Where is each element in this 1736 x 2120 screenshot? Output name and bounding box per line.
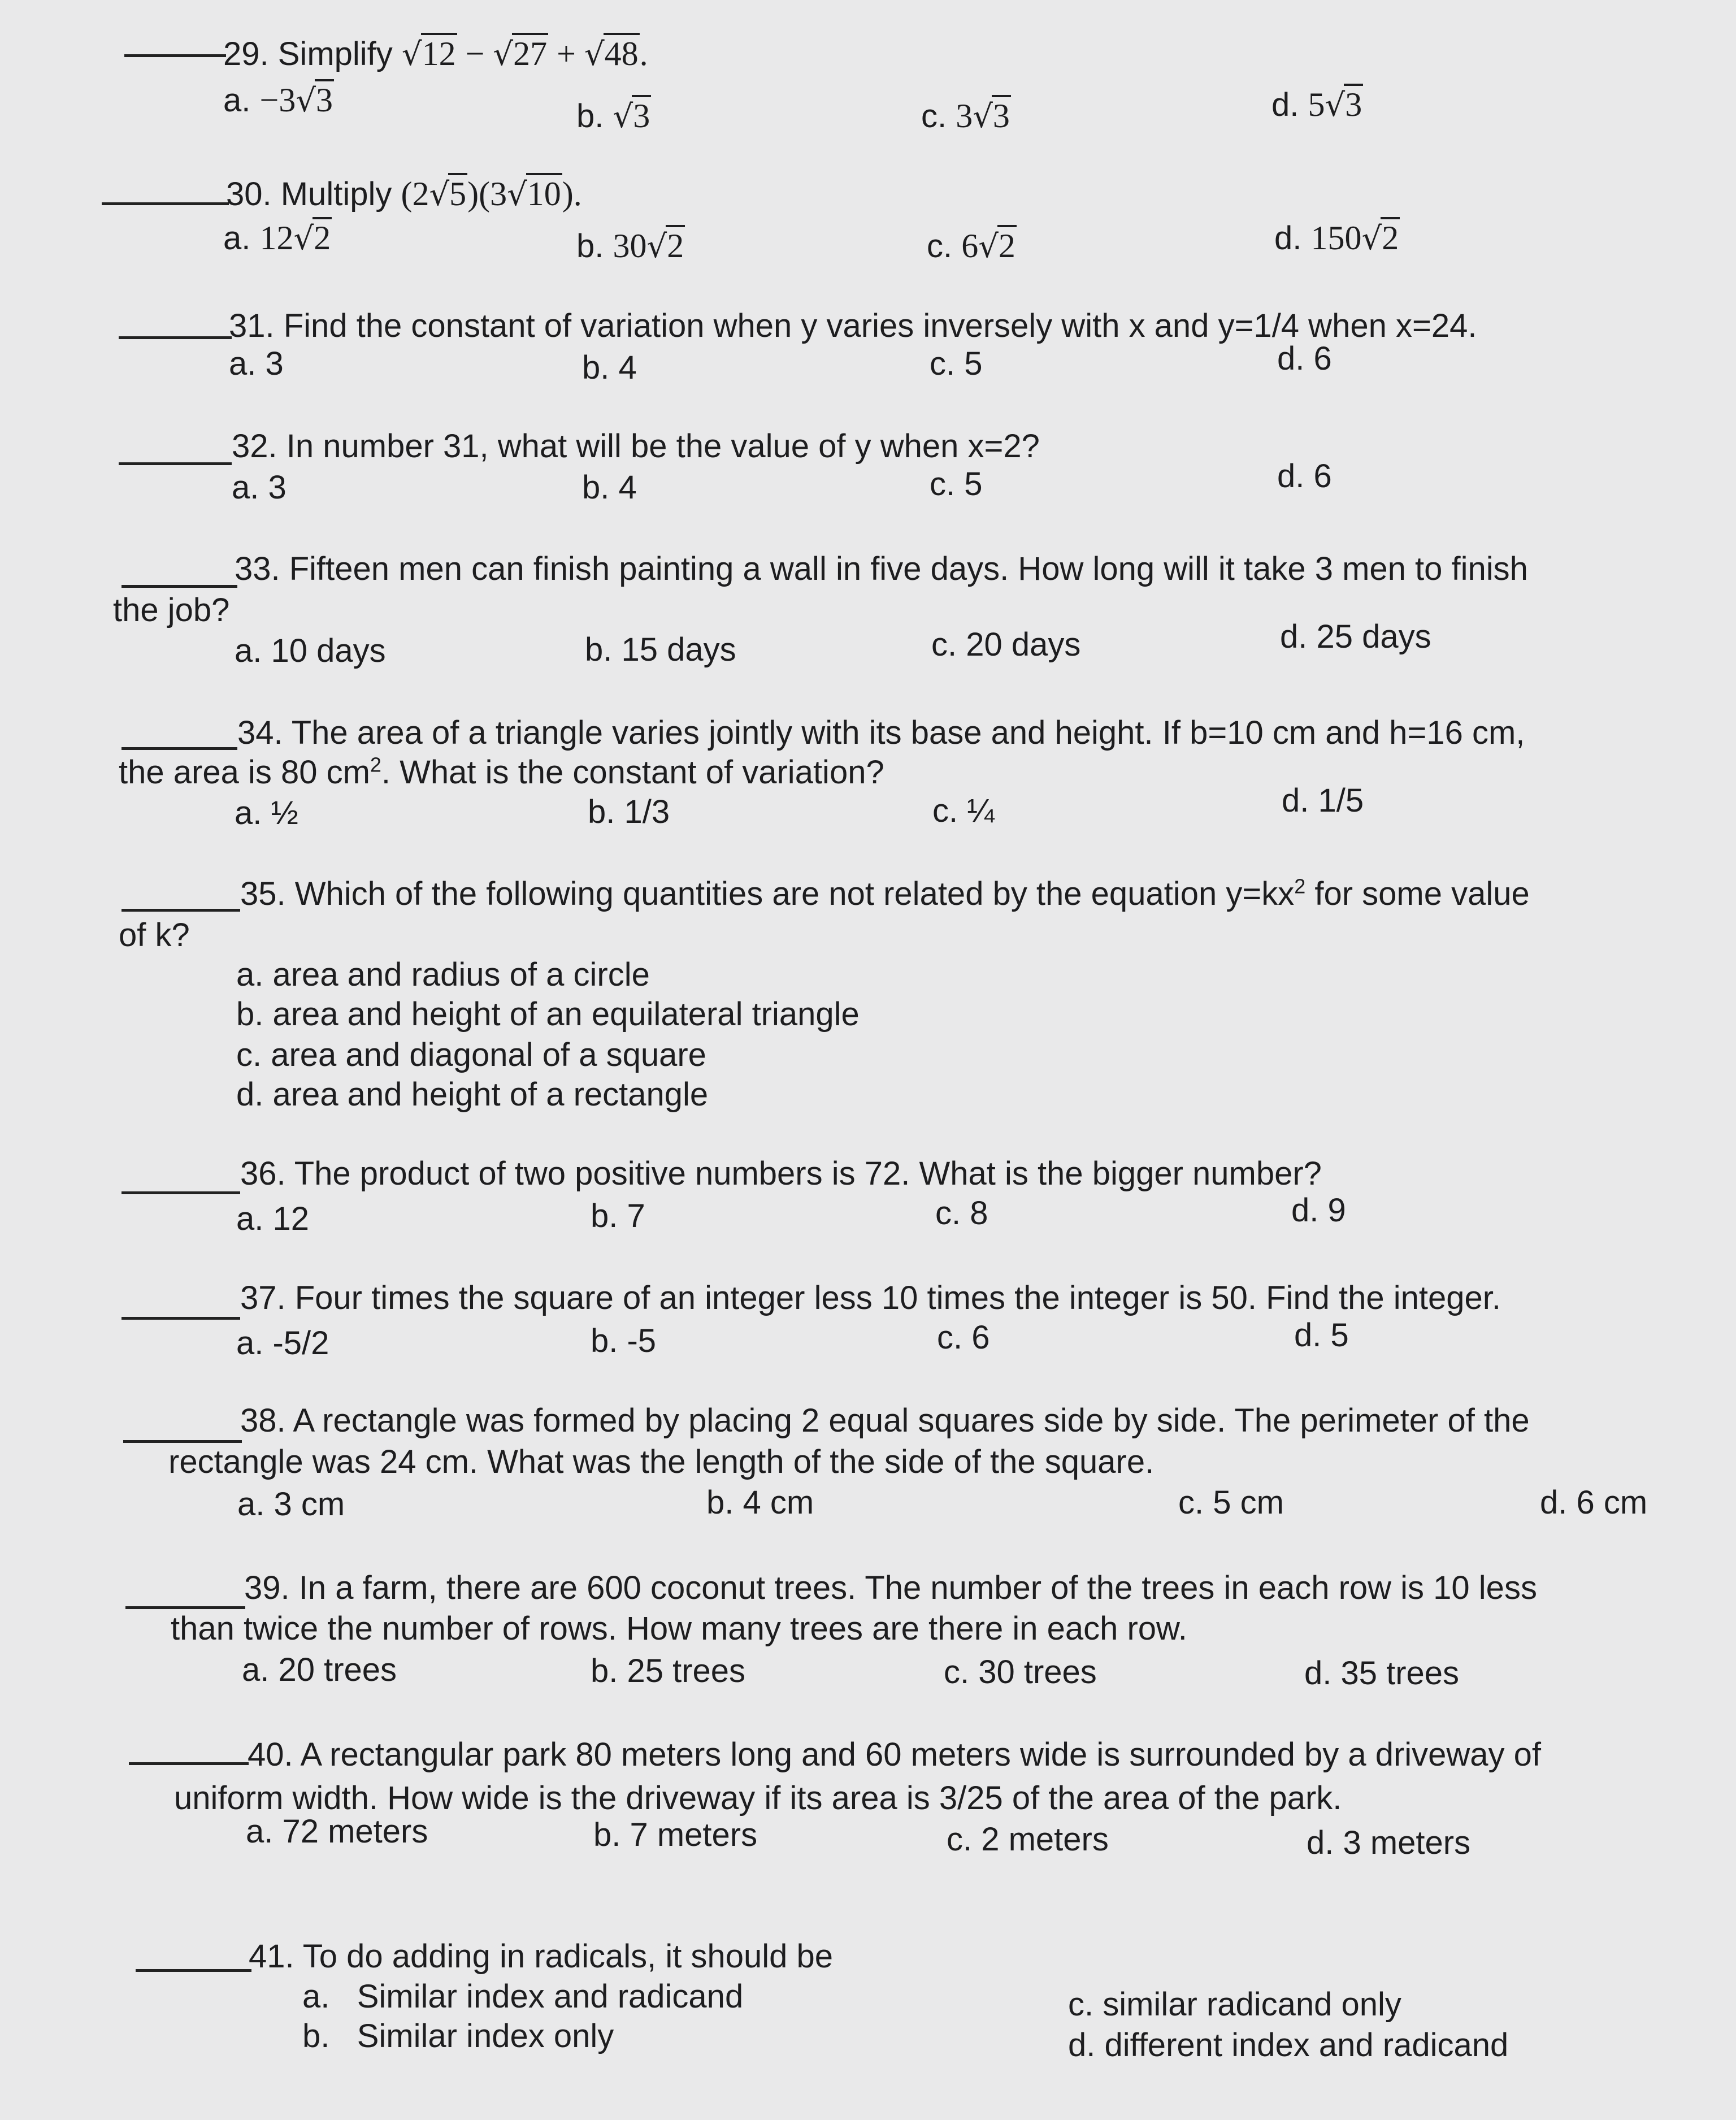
- question-stem: 36. The product of two positive numbers is 72. What is the bigger number?: [240, 1155, 1322, 1192]
- answer-blank[interactable]: [121, 1191, 240, 1194]
- question-stem: 33. Fifteen men can finish painting a wall in five days. How long will it take 3 men to finish: [235, 550, 1528, 587]
- question-stem: 37. Four times the square of an integer less 10 times the integer is 50. Find the integer.: [240, 1280, 1501, 1316]
- question-stem: 29. Simplify √12 − √27 + √48.: [223, 33, 648, 76]
- option-a[interactable]: a. ½: [235, 795, 298, 831]
- option-c[interactable]: c. 20 days: [931, 626, 1081, 663]
- question-stem-line2: the job?: [113, 592, 230, 628]
- option-a[interactable]: a. −3√3: [223, 79, 334, 122]
- question-stem: 30. Multiply (2√5)(3√10).: [226, 173, 582, 216]
- answer-blank[interactable]: [121, 747, 237, 750]
- question-stem-line2: of k?: [119, 917, 190, 953]
- option-b[interactable]: b. √3: [576, 95, 651, 138]
- option-d[interactable]: d. 25 days: [1280, 618, 1431, 655]
- option-b[interactable]: b. 1/3: [588, 794, 670, 830]
- option-b[interactable]: b. area and height of an equilateral triangle: [236, 996, 860, 1033]
- option-a[interactable]: a. 3: [232, 469, 287, 506]
- question-stem: 41. To do adding in radicals, it should be: [249, 1938, 833, 1975]
- option-b[interactable]: b. 30√2: [576, 225, 685, 268]
- option-d[interactable]: d. 1/5: [1282, 782, 1364, 819]
- option-c[interactable]: c. 30 trees: [944, 1654, 1097, 1690]
- option-a[interactable]: a. -5/2: [236, 1325, 329, 1362]
- answer-blank[interactable]: [124, 54, 226, 57]
- option-c[interactable]: c. ¼: [932, 792, 995, 829]
- answer-blank[interactable]: [102, 202, 229, 205]
- answer-blank[interactable]: [121, 585, 237, 588]
- option-b[interactable]: b. 4 cm: [706, 1484, 814, 1521]
- option-b[interactable]: b. 7 meters: [593, 1816, 758, 1853]
- question-stem: 31. Find the constant of variation when y varies inversely with x and y=1/4 when x=24.: [229, 307, 1477, 344]
- option-c[interactable]: c. area and diagonal of a square: [236, 1037, 706, 1073]
- option-c[interactable]: c. 2 meters: [947, 1821, 1109, 1858]
- option-d[interactable]: d. different index and radicand: [1068, 2027, 1509, 2063]
- option-a[interactable]: a. 3 cm: [237, 1486, 345, 1523]
- question-stem: 32. In number 31, what will be the value of y when x=2?: [232, 428, 1040, 465]
- option-b[interactable]: b. Similar index only: [302, 2018, 614, 2054]
- option-d[interactable]: d. 6: [1277, 458, 1332, 495]
- option-a[interactable]: a. 3: [229, 345, 284, 382]
- question-stem: 38. A rectangle was formed by placing 2 equal squares side by side. The perimeter of the: [240, 1402, 1530, 1439]
- question-stem: 35. Which of the following quantities are not related by the equation $y=kx^2$ for some value: [240, 874, 1530, 912]
- option-a[interactable]: a. area and radius of a circle: [236, 956, 650, 993]
- option-d[interactable]: d. 6: [1277, 340, 1332, 377]
- option-d[interactable]: d. 3 meters: [1307, 1824, 1471, 1861]
- option-d[interactable]: d. area and height of a rectangle: [236, 1076, 709, 1113]
- question-stem-line2: than twice the number of rows. How many trees are there in each row.: [171, 1610, 1187, 1647]
- answer-blank[interactable]: [119, 462, 232, 465]
- answer-blank[interactable]: [121, 1317, 240, 1320]
- option-a[interactable]: a. Similar index and radicand: [302, 1978, 744, 2015]
- option-c[interactable]: c. 5 cm: [1178, 1484, 1284, 1521]
- option-d[interactable]: d. 150√2: [1274, 217, 1400, 260]
- option-d[interactable]: d. 9: [1291, 1192, 1346, 1229]
- option-b[interactable]: b. 15 days: [585, 631, 736, 668]
- option-c[interactable]: c. 6: [937, 1319, 990, 1356]
- option-d[interactable]: d. 5√3: [1271, 84, 1363, 127]
- option-a[interactable]: a. 12√2: [223, 217, 332, 260]
- option-a[interactable]: a. 10 days: [235, 632, 386, 669]
- question-stem: 34. The area of a triangle varies jointly with its base and height. If b=10 cm and h=16 cm,: [237, 714, 1525, 751]
- option-c[interactable]: c. 5: [930, 345, 983, 382]
- option-d[interactable]: d. 35 trees: [1304, 1655, 1460, 1692]
- option-b[interactable]: b. -5: [591, 1323, 657, 1359]
- option-a[interactable]: a. 12: [236, 1200, 309, 1237]
- option-c[interactable]: c. similar radicand only: [1068, 1986, 1401, 2023]
- option-c[interactable]: c. 5: [930, 466, 983, 502]
- option-c[interactable]: c. 6√2: [927, 225, 1017, 268]
- answer-blank[interactable]: [119, 336, 232, 339]
- question-stem-line2: the area is 80 $cm^2$. What is the constant of variation?: [119, 753, 884, 791]
- question-stem: 39. In a farm, there are 600 coconut trees. The number of the trees in each row is 10 less: [244, 1570, 1537, 1606]
- question-stem: 40. A rectangular park 80 meters long and 60 meters wide is surrounded by a driveway of: [248, 1736, 1542, 1773]
- option-a[interactable]: a. 72 meters: [246, 1813, 428, 1850]
- option-c[interactable]: c. 3√3: [921, 95, 1011, 138]
- option-d[interactable]: d. 5: [1294, 1317, 1349, 1354]
- option-b[interactable]: b. 4: [582, 469, 637, 506]
- question-stem-line2: rectangle was 24 cm. What was the length of the side of the square.: [168, 1443, 1155, 1480]
- option-c[interactable]: c. 8: [935, 1195, 988, 1232]
- answer-blank[interactable]: [121, 909, 240, 912]
- option-b[interactable]: b. 25 trees: [591, 1653, 746, 1689]
- option-a[interactable]: a. 20 trees: [242, 1651, 397, 1688]
- option-b[interactable]: b. 4: [582, 349, 637, 386]
- option-b[interactable]: b. 7: [591, 1198, 645, 1234]
- option-d[interactable]: d. 6 cm: [1540, 1484, 1648, 1521]
- answer-blank[interactable]: [129, 1762, 249, 1765]
- question-stem-line2: uniform width. How wide is the driveway if its area is 3/25 of the area of the park.: [174, 1780, 1342, 1816]
- answer-blank[interactable]: [136, 1969, 251, 1972]
